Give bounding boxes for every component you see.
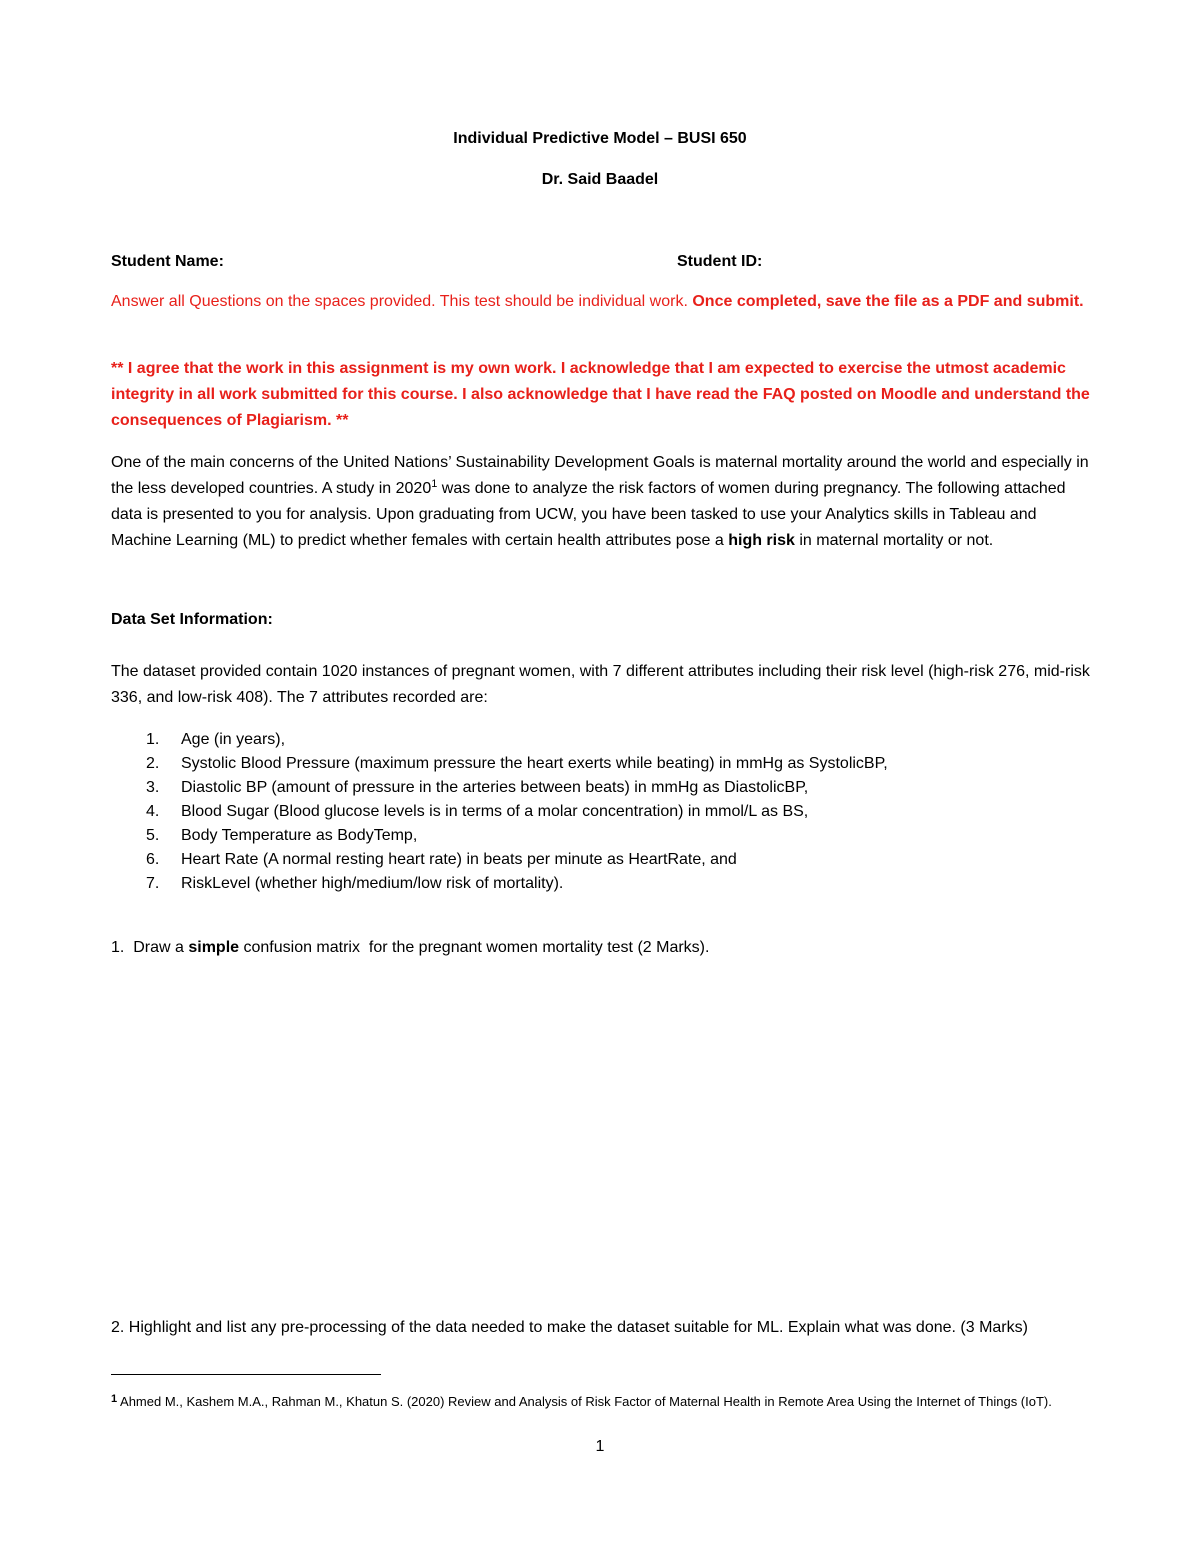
list-item [111,848,1071,872]
dataset-description: The dataset provided contain 1020 instances of pregnant women, with 7 different attributes including their risk level (high-risk 276, mid-risk 336, and low-risk 408). The 7 attributes recorded are: [111,663,1090,706]
intro-part1: One of the main concerns of the United Nations’ Sustainability Development Goals is maternal mortality around the world and especially in the less developed countries. A study in 2020 [111,454,1089,497]
student-name-label: Student Name: [111,253,224,270]
list-item-number: 4. [146,803,160,820]
intro-paragraph [111,450,1096,554]
list-item-text: RiskLevel (whether high/medium/low risk of mortality). [181,875,564,892]
instructions [111,289,1096,315]
integrity-agreement: ** I agree that the work in this assignment is my own work. I acknowledge that I am expected to exercise the utmost academic integrity in all work submitted for this course. I also acknowledge that I have read the FAQ posted on Moodle and understand the consequences of Plagiarism. ** [111,360,1090,429]
instructions-text: Answer all Questions on the spaces provided. This test should be individual work. [111,293,688,310]
footnote [111,1389,1091,1412]
list-item-number: 3. [146,779,160,796]
list-item-number: 2. [146,755,160,772]
question-1-suffix: confusion matrix for the pregnant women mortality test (2 Marks). [239,939,710,956]
instructor-name: Dr. Said Baadel [541,171,659,188]
instructions-bold: Once completed, save the file as a PDF and submit. [692,293,1084,310]
intro-part3: in maternal mortality or not. [794,532,994,549]
footnote-text: Ahmed M., Kashem M.A., Rahman M., Khatun S. (2020) Review and Analysis of Risk Factor of Maternal Health in Remote Area Using the Internet of Things (IoT). [117,1394,1052,1409]
document-title: Individual Predictive Model – BUSI 650 [453,130,747,147]
list-item-text: Blood Sugar (Blood glucose levels is in terms of a molar concentration) in mmol/L as BS, [181,803,809,820]
footnote-reference: 1 [431,478,438,490]
list-item-text: Body Temperature as BodyTemp, [181,827,418,844]
dataset-heading: Data Set Information: [111,611,273,628]
list-item [111,872,1071,896]
list-item-number: 7. [146,875,160,892]
list-item-number: 1. [146,731,160,748]
question-1-prefix: 1. Draw a [111,939,189,956]
list-item [111,728,1071,752]
list-item-text: Heart Rate (A normal resting heart rate) in beats per minute as HeartRate, and [181,851,737,868]
question-1-emphasis: simple [188,939,240,956]
student-id-label: Student ID: [677,253,763,270]
question-1 [111,935,1096,961]
attribute-list [111,728,1071,896]
footnote-number: 1 [111,1393,118,1405]
list-item-text: Systolic Blood Pressure (maximum pressure the heart exerts while beating) in mmHg as SystolicBP, [181,755,888,772]
footnote-divider [111,1374,381,1375]
list-item-number: 6. [146,851,160,868]
question-2: 2. Highlight and list any pre-processing of the data needed to make the dataset suitable for ML. Explain what was done. (3 Marks) [111,1319,1028,1336]
page-number: 1 [595,1438,605,1455]
intro-emphasis: high risk [728,532,795,549]
intro-part2: was done to analyze the risk factors of women during pregnancy. The following attached data is presented to you for analysis. Upon graduating from UCW, you have been tasked to use your Analytics skills in Tableau and Machine Learning (ML) to predict whether females with certain health attributes pose a [111,480,1066,549]
list-item-text: Diastolic BP (amount of pressure in the arteries between beats) in mmHg as DiastolicBP, [181,779,809,796]
list-item [111,752,1071,776]
list-item-number: 5. [146,827,160,844]
list-item [111,824,1071,848]
list-item [111,776,1071,800]
list-item [111,800,1071,824]
list-item-text: Age (in years), [181,731,286,748]
